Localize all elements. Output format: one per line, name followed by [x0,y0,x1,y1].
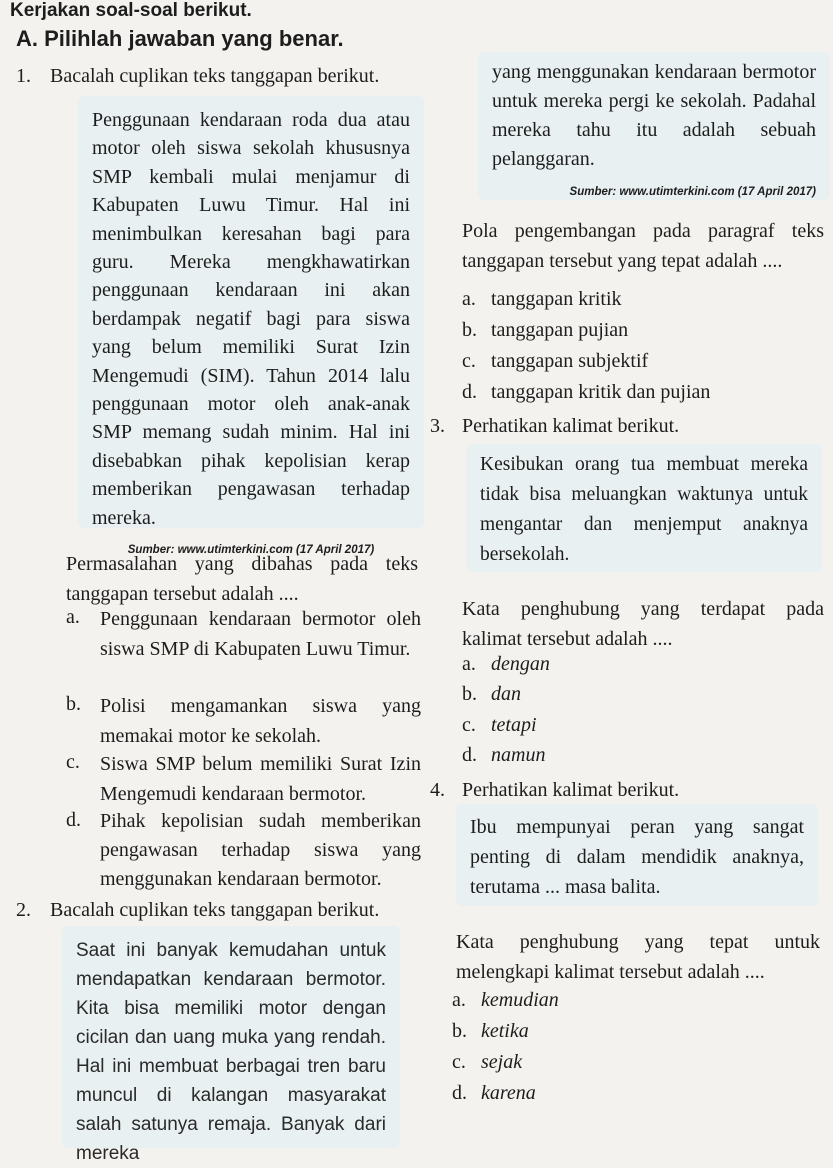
question-2-option-c[interactable] [462,348,648,374]
option-label: d. [462,744,477,766]
option-label: c. [452,1051,466,1073]
question-4-excerpt: Ibu mempunyai peran yang sangat penting di dalam mendidik anaknya, terutama ... masa balita. [470,816,804,898]
question-2-option-b[interactable] [462,317,628,343]
option-label: b. [452,1020,467,1042]
question-1-source: Sumber: www.utimterkini.com (17 April 2017) [127,544,375,557]
question-2-excerpt-left: Saat ini banyak kemudahan untuk mendapatkan kendaraan bermotor. Kita bisa memiliki motor dengan cicilan dan uang muka yang rendah. Hal ini membuat berbagai tren baru muncul di kalangan masyarakat salah satunya remaja. Banyak dari mereka [76,940,386,1164]
question-2-question: Pola pengembangan pada paragraf teks tanggapan tersebut yang tepat adalah .... [462,220,824,272]
question-2-number: 2. [16,899,31,921]
option-text: tanggapan subjektif [491,350,649,372]
question-3-option-b[interactable] [462,681,521,707]
question-1-option-d[interactable] [66,807,421,894]
option-label: b. [462,319,477,341]
option-label: a. [462,288,476,310]
option-text: karena [481,1082,536,1104]
option-text: tanggapan pujian [491,319,629,341]
question-1-option-b[interactable] [66,691,421,751]
option-label: b. [66,693,81,715]
option-text: namun [491,744,546,766]
question-1-option-a[interactable] [66,604,421,664]
question-3-option-c[interactable] [462,712,537,738]
option-text: Pihak kepolisian sudah memberikan pengawasan terhadap siswa yang menggunakan kendaraan bermotor. [100,810,421,890]
question-3-excerpt-box [466,444,822,572]
option-text: ketika [481,1020,529,1042]
option-text: dengan [491,653,550,675]
question-2-excerpt-box-left [62,926,400,1164]
option-text: Penggunaan kendaraan bermotor oleh siswa SMP di Kabupaten Luwu Timur. [100,608,421,660]
question-2-excerpt-right: yang menggunakan kendaraan bermotor untuk mereka pergi ke sekolah. Padahal mereka tahu itu adalah sebuah pelanggaran. [492,61,816,170]
question-4-option-d[interactable] [452,1080,536,1106]
option-label: c. [462,350,476,372]
option-text: kemudian [481,989,559,1011]
question-1-excerpt: Penggunaan kendaraan roda dua atau motor oleh siswa sekolah khususnya SMP kembali mulai menjamur di Kabupaten Luwu Timur. Hal ini menimbulkan keresahan bagi para guru. Mereka mengkhawatirkan penggunaan kendaraan ini akan berdampak negatif bagi para siswa yang belum memiliki Surat Izin Mengemudi (SIM). Tahun 2014 lalu penggunaan motor oleh anak-anak SMP memang sudah minim. Hal ini disebabkan pihak kepolisian kerap memberikan pengawasan terhadap mereka. [92,109,410,529]
option-label: d. [66,809,81,831]
question-2-prompt: Bacalah cuplikan teks tanggapan berikut. [50,899,380,921]
option-text: tetapi [491,714,537,736]
question-1-number: 1. [16,65,31,87]
option-label: d. [452,1082,467,1104]
question-1-question: Permasalahan yang dibahas pada teks tanggapan tersebut adalah .... [66,553,418,605]
option-label: a. [452,989,466,1011]
question-4-option-b[interactable] [452,1018,529,1044]
section-heading: A. Pilihlah jawaban yang benar. [16,26,344,51]
option-text: Siswa SMP belum memiliki Surat Izin Mengemudi kendaraan bermotor. [100,753,421,805]
question-4-option-c[interactable] [452,1049,522,1075]
question-3-option-d[interactable] [462,742,545,768]
option-label: a. [462,653,476,675]
option-label: d. [462,381,477,403]
question-1-excerpt-box [78,96,424,557]
question-3-question: Kata penghubung yang terdapat pada kalimat tersebut adalah .... [462,598,824,650]
question-4-question: Kata penghubung yang tepat untuk melengkapi kalimat tersebut adalah .... [456,931,820,983]
question-3-prompt: Perhatikan kalimat berikut. [462,415,680,437]
question-1-prompt: Bacalah cuplikan teks tanggapan berikut. [50,65,380,87]
worksheet-title: Kerjakan soal-soal berikut. [10,0,252,21]
question-2-source: Sumber: www.utimterkini.com (17 April 2017) [569,186,816,198]
question-2-excerpt-box-right [478,52,830,200]
option-text: Polisi mengamankan siswa yang memakai motor ke sekolah. [100,695,421,747]
option-label: c. [66,751,80,773]
option-label: b. [462,683,477,705]
option-label: c. [462,714,476,736]
question-1-option-c[interactable] [66,749,421,809]
option-text: dan [491,683,521,705]
question-3-excerpt: Kesibukan orang tua membuat mereka tidak bisa meluangkan waktunya untuk mengantar dan menjemput anaknya bersekolah. [480,454,808,565]
question-2-option-d[interactable] [462,379,710,405]
question-2-option-a[interactable] [462,286,622,312]
option-text: tanggapan kritik dan pujian [491,381,711,403]
question-4-prompt: Perhatikan kalimat berikut. [462,779,680,801]
option-text: sejak [481,1051,523,1073]
option-text: tanggapan kritik [491,288,622,310]
question-4-excerpt-box [456,804,818,906]
question-3-option-a[interactable] [462,651,550,677]
question-3-number: 3. [430,415,445,437]
question-4-number: 4. [430,779,445,801]
option-label: a. [66,606,80,628]
question-4-option-a[interactable] [452,987,559,1013]
